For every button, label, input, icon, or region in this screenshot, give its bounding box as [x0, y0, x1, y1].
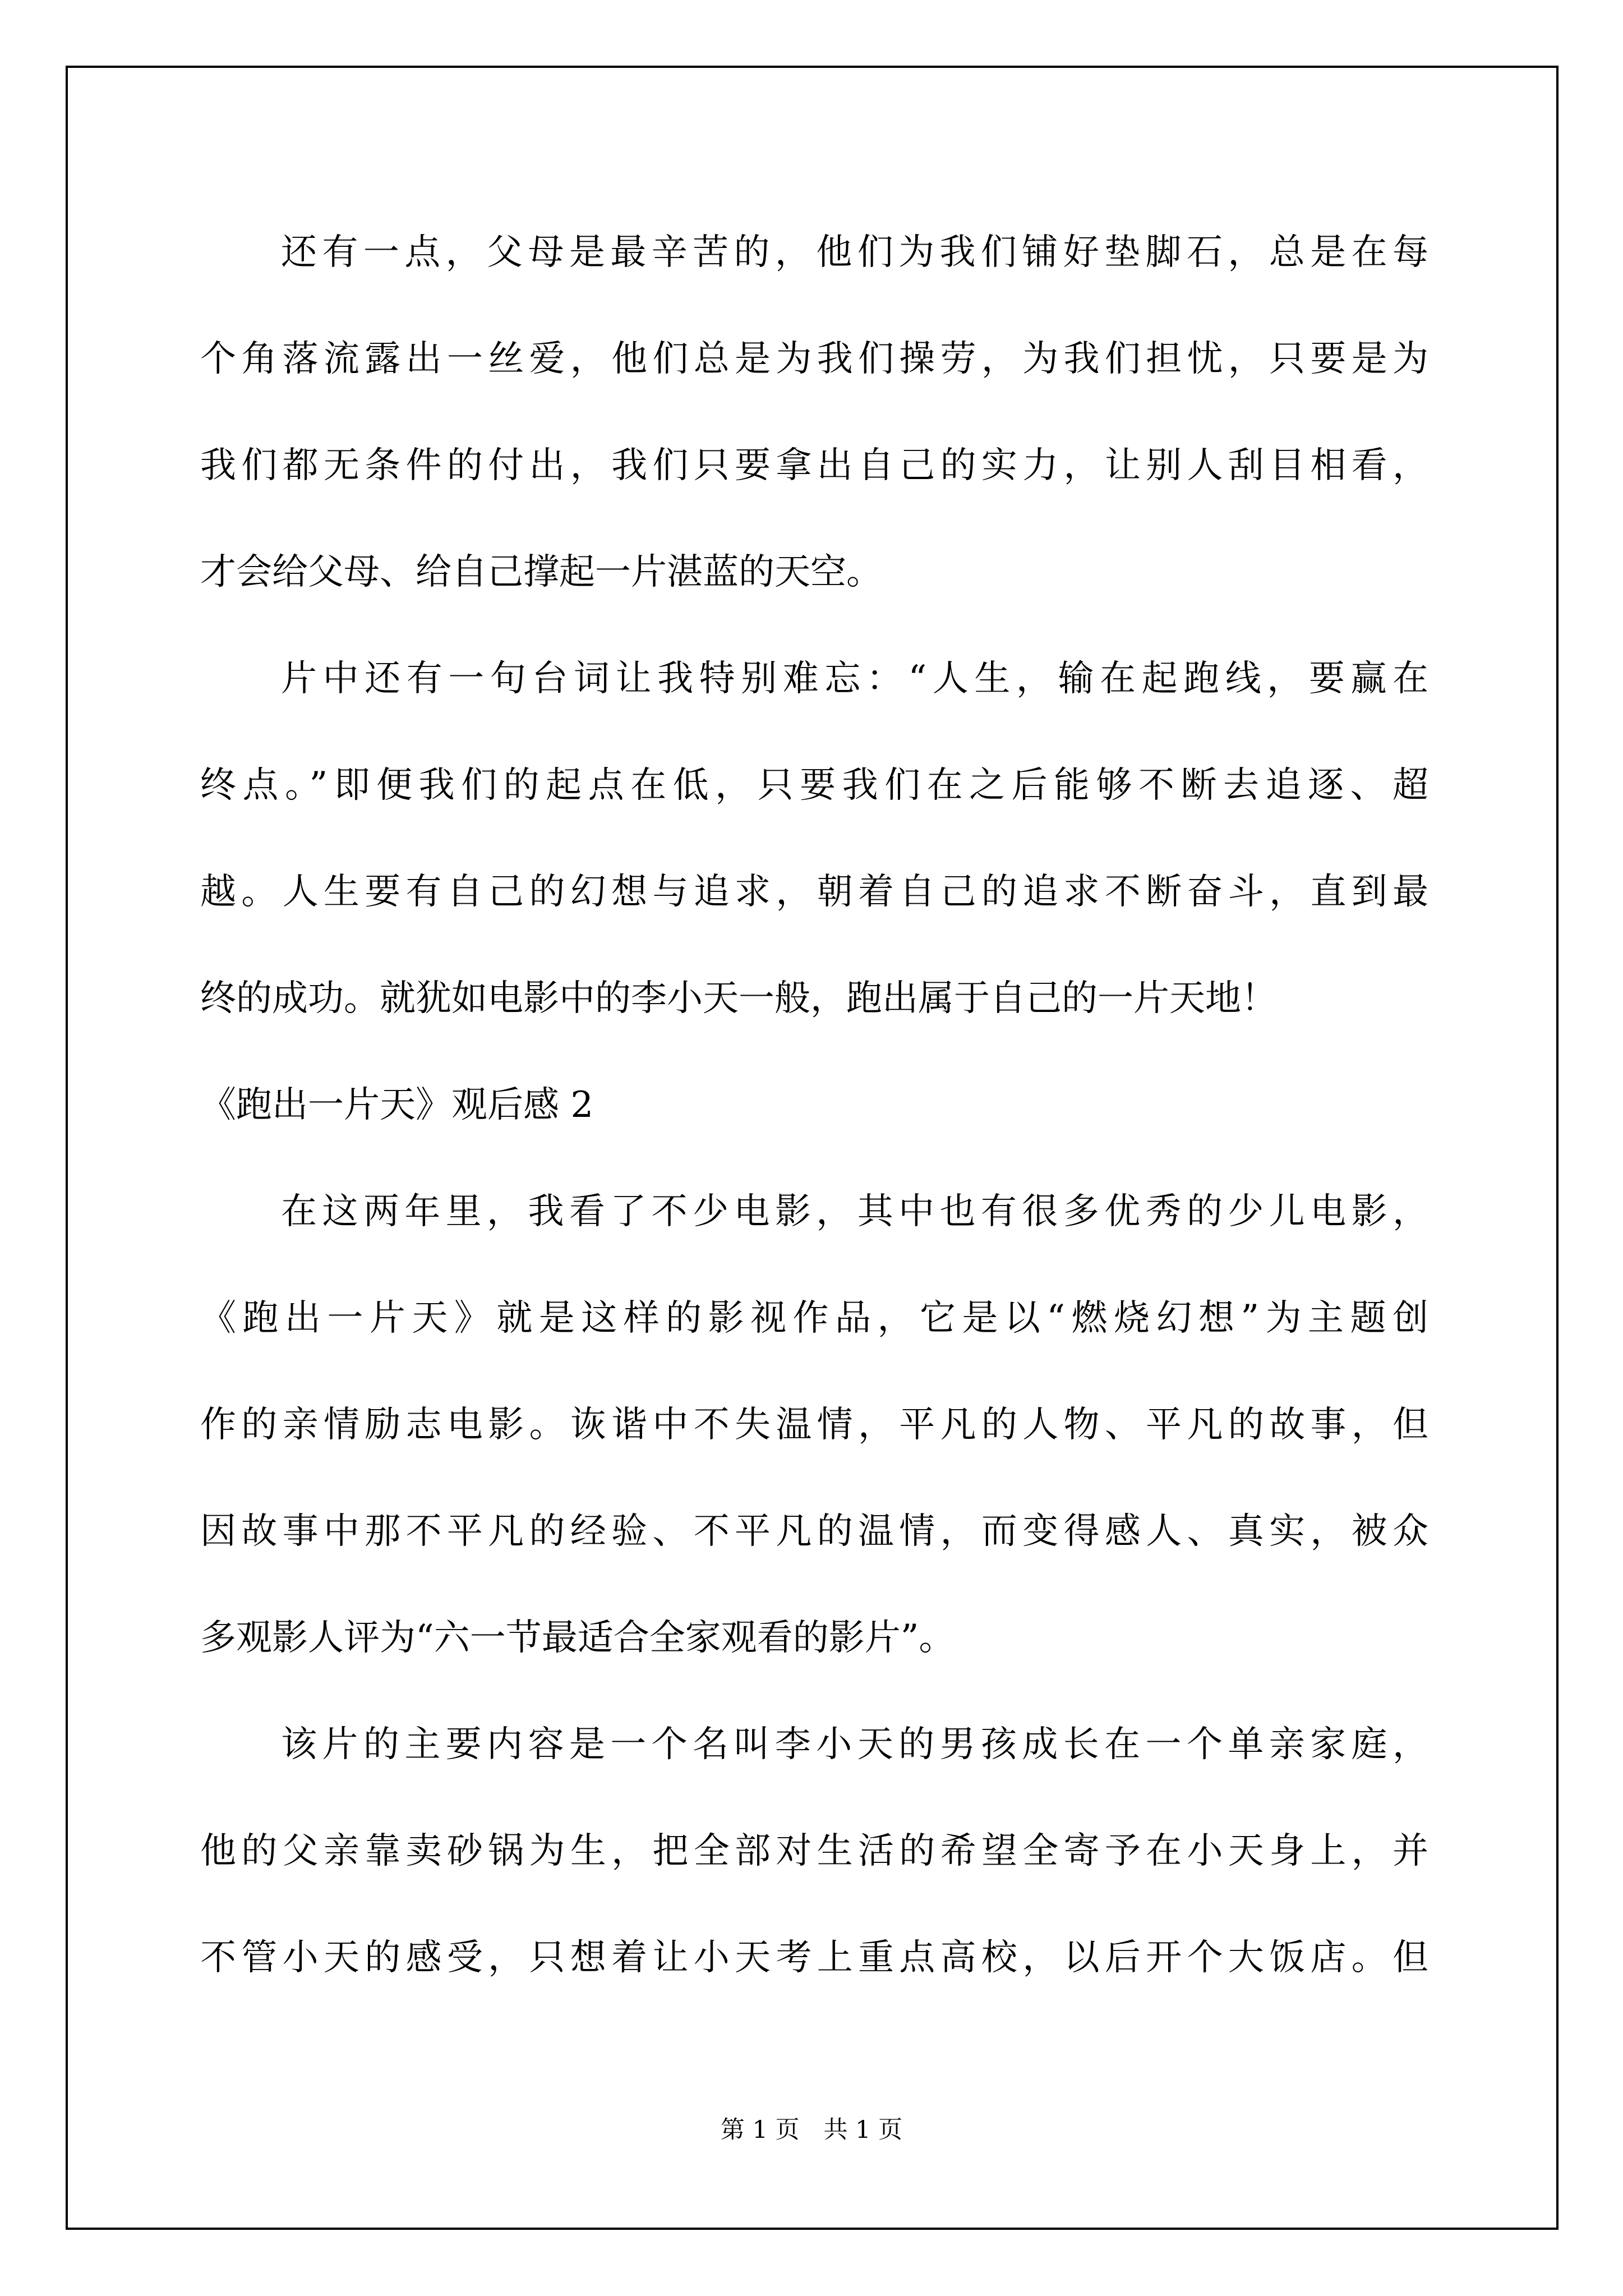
paragraph-line [200, 1607, 1428, 1714]
paragraph-text: 越。人生要有自己的幻想与追求，朝着自己的追求不断奋斗，直到最 [200, 871, 1428, 913]
paragraph-line [200, 1181, 1428, 1287]
paragraph-text: 他的父亲靠卖砂锅为生，把全部对生活的希望全寄予在小天身上，并 [200, 1830, 1428, 1872]
paragraph-line [200, 1394, 1428, 1501]
paragraph-line [200, 1287, 1428, 1394]
paragraph-line [200, 1927, 1428, 2033]
paragraph-line [200, 968, 1428, 1074]
paragraph-line [200, 1714, 1428, 1820]
paragraph-line [200, 541, 1428, 648]
paragraph-text: 终点。”即便我们的起点在低，只要我们在之后能够不断去追逐、超 [200, 765, 1428, 806]
paragraph-text: 还有一点，父母是最辛苦的，他们为我们铺好垫脚石，总是在每 [281, 232, 1428, 273]
paragraph-line [200, 435, 1428, 541]
section-heading [200, 1074, 1428, 1181]
paragraph-line [200, 1820, 1428, 1927]
paragraph-text: 作的亲情励志电影。诙谐中不失温情，平凡的人物、平凡的故事，但 [200, 1404, 1428, 1446]
paragraph-text: 不管小天的感受，只想着让小天考上重点高校，以后开个大饭店。但 [200, 1937, 1428, 1978]
paragraph-text: 因故事中那不平凡的经验、不平凡的温情，而变得感人、真实，被众 [200, 1511, 1428, 1552]
paragraph-text: 在这两年里，我看了不少电影，其中也有很多优秀的少儿电影， [281, 1191, 1428, 1232]
paragraph-text: 片中还有一句台词让我特别难忘：“人生，输在起跑线，要赢在 [281, 658, 1428, 700]
paragraph-text: 该片的主要内容是一个名叫李小天的男孩成长在一个单亲家庭， [281, 1724, 1428, 1765]
paragraph-line [200, 328, 1428, 435]
paragraph-text: 多观影人评为“六一节最适合全家观看的影片”。 [200, 1617, 955, 1659]
paragraph-text: 个角落流露出一丝爱，他们总是为我们操劳，为我们担忧，只要是为 [200, 338, 1428, 380]
section-title: 《跑出一片天》观后感 2 [200, 1084, 594, 1126]
paragraph-line [200, 754, 1428, 861]
paragraph-line [200, 222, 1428, 328]
page-number-footer: 第 1 页 共 1 页 [720, 2116, 903, 2144]
paragraph-line [200, 1501, 1428, 1607]
paragraph-text: 我们都无条件的付出，我们只要拿出自己的实力，让别人刮目相看， [200, 445, 1428, 486]
paragraph-text: 《跑出一片天》就是这样的影视作品，它是以“燃烧幻想”为主题创 [200, 1297, 1428, 1339]
document-body [200, 222, 1428, 2033]
paragraph-line [200, 648, 1428, 754]
paragraph-text: 才会给父母、给自己撑起一片湛蓝的天空。 [200, 551, 882, 593]
paragraph-text: 终的成功。就犹如电影中的李小天一般，跑出属于自己的一片天地！ [200, 978, 1277, 1019]
paragraph-line [200, 861, 1428, 968]
